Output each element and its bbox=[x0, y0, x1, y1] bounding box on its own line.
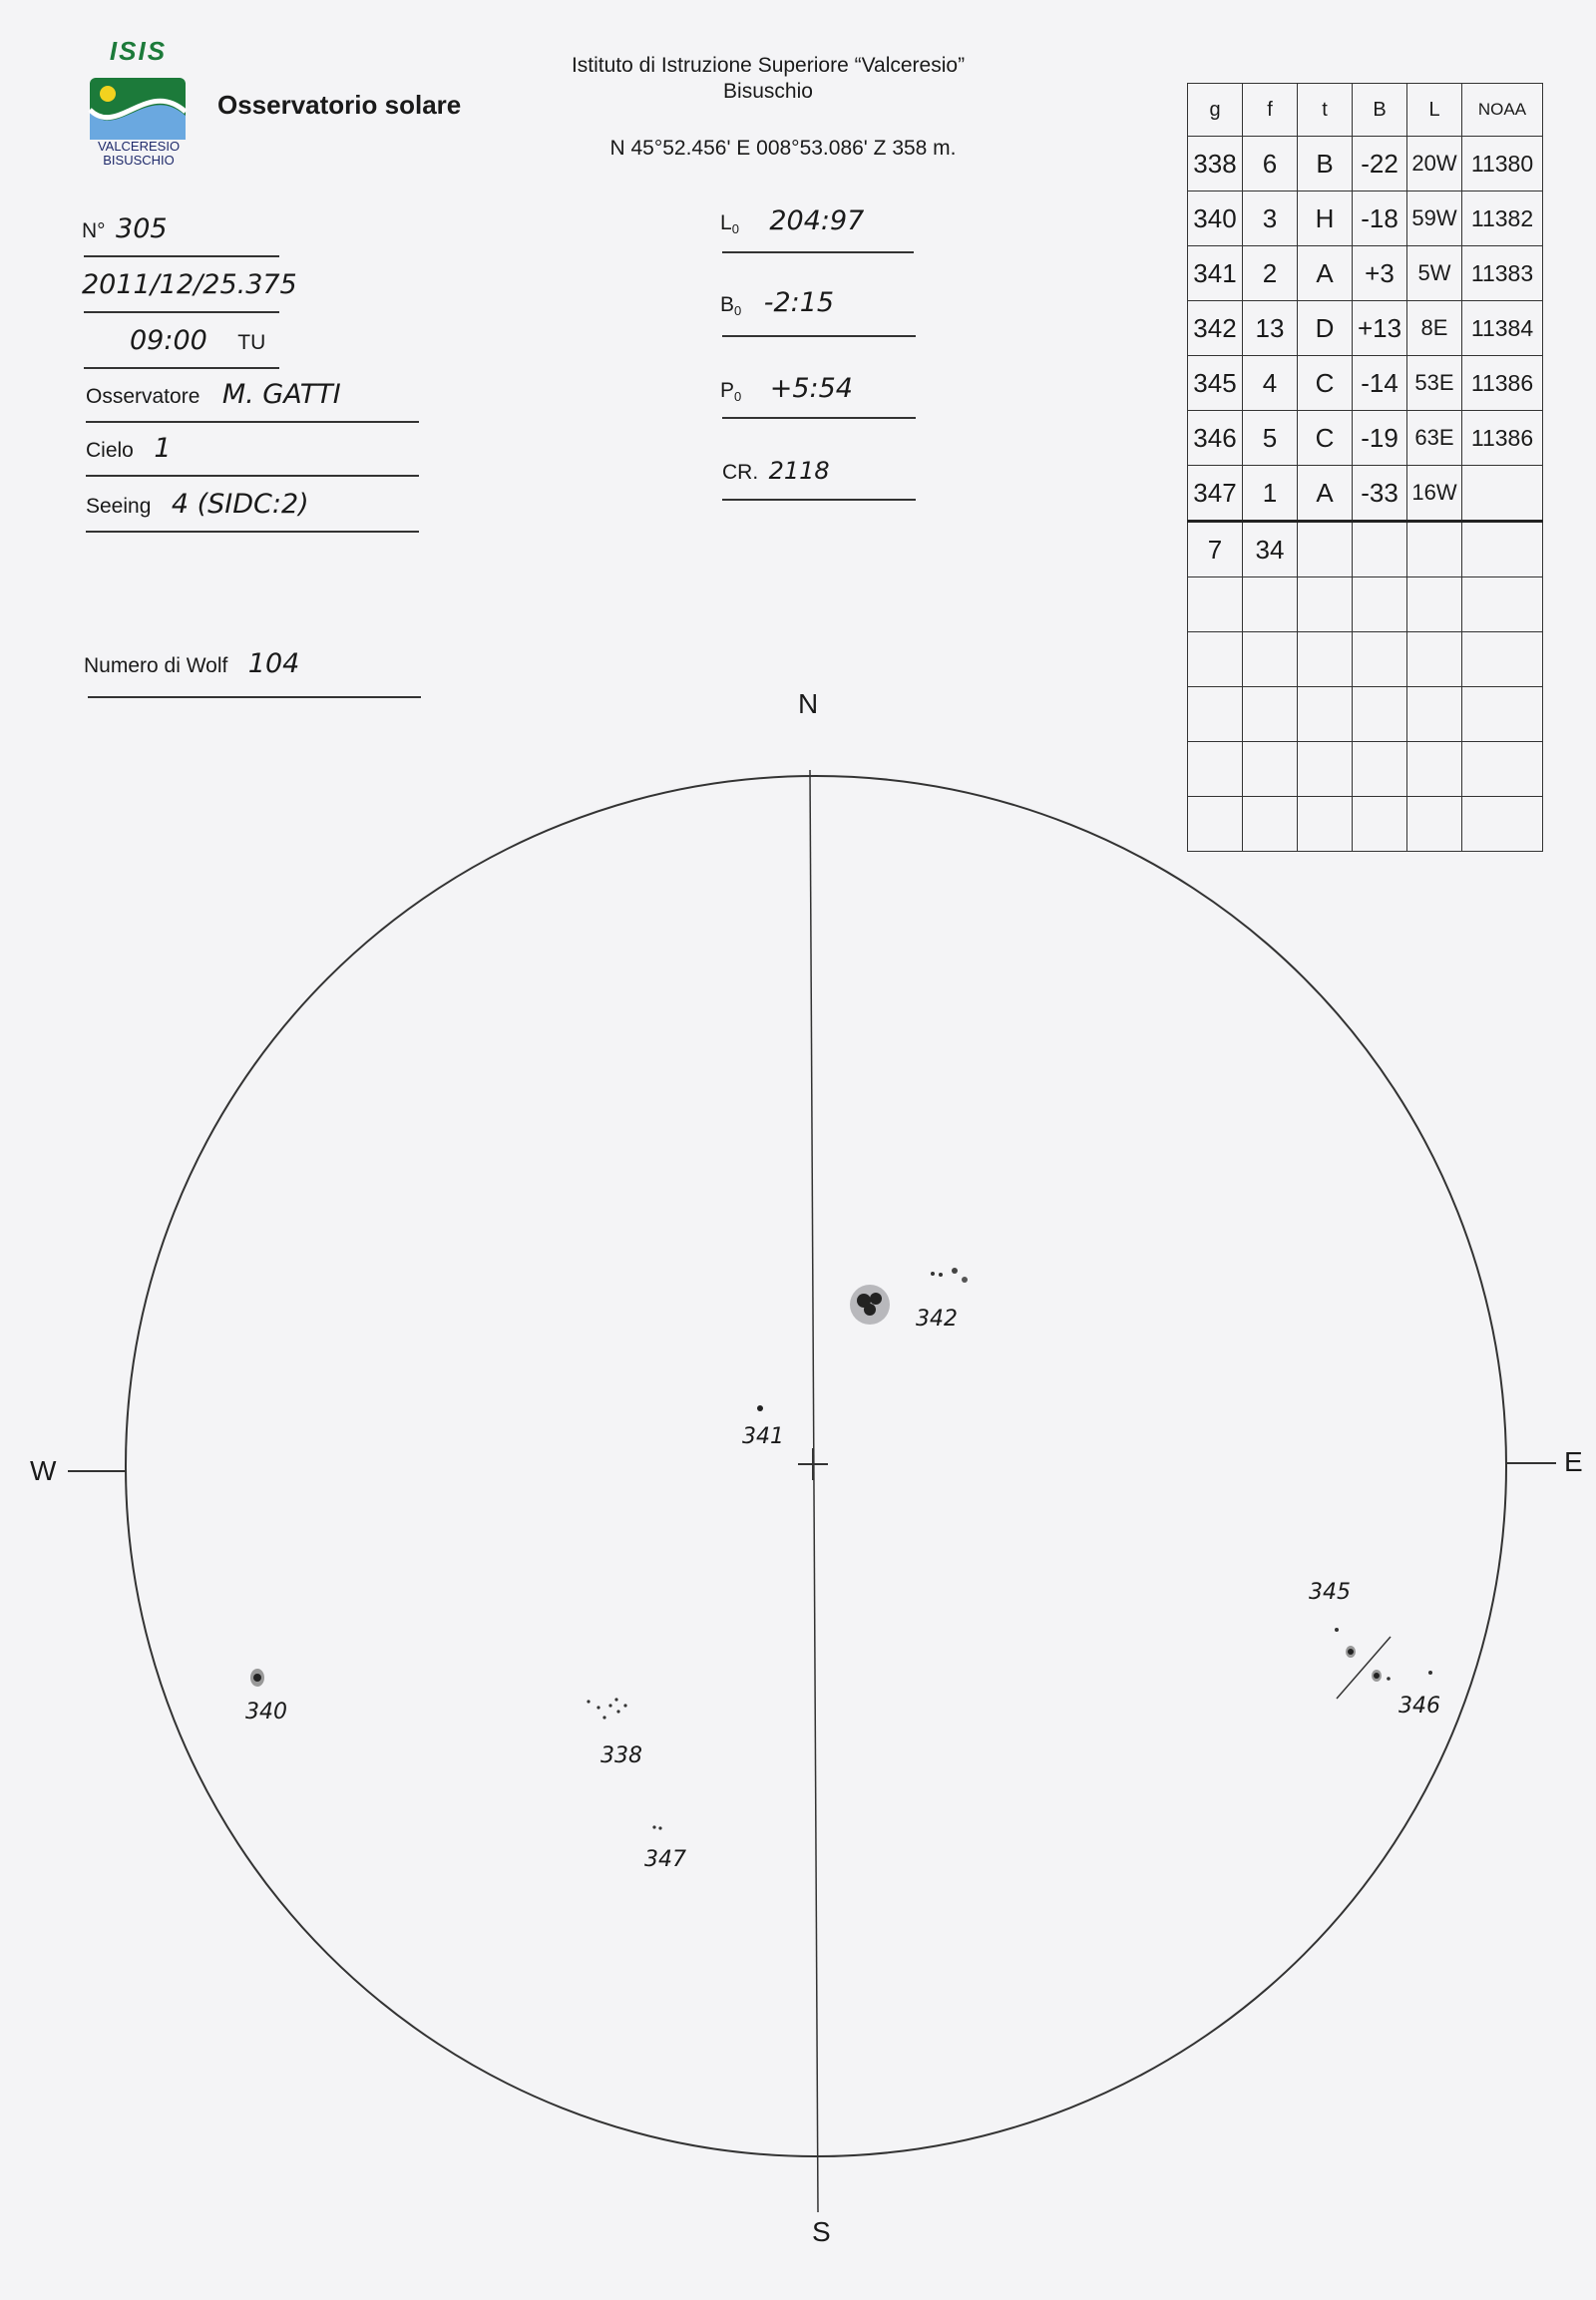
sunspot-group-338 bbox=[587, 1698, 626, 1719]
table-cell: 338 bbox=[1188, 137, 1243, 192]
b0-label: B bbox=[720, 293, 735, 316]
table-cell: 53E bbox=[1407, 356, 1462, 411]
south-label: S bbox=[812, 2216, 831, 2247]
spot-label-345: 345 bbox=[1309, 1580, 1351, 1605]
spot-label-347: 347 bbox=[644, 1847, 686, 1872]
table-cell: 11383 bbox=[1462, 246, 1543, 301]
spot-label-338: 338 bbox=[600, 1743, 642, 1768]
observatory-coordinates: N 45°52.456' E 008°53.086' Z 358 m. bbox=[609, 137, 957, 160]
number-label: N° bbox=[82, 219, 106, 242]
table-cell: 11384 bbox=[1462, 301, 1543, 356]
table-cell: B bbox=[1298, 137, 1353, 192]
table-cell: 20W bbox=[1407, 137, 1462, 192]
logo-subtext-line1: VALCERESIO bbox=[97, 139, 181, 154]
table-cell: H bbox=[1298, 192, 1353, 246]
table-cell: 2 bbox=[1243, 246, 1298, 301]
col-header-b: B bbox=[1353, 84, 1407, 137]
col-header-g: g bbox=[1188, 84, 1243, 137]
spot-label-340: 340 bbox=[245, 1700, 287, 1725]
table-cell: 7 bbox=[1188, 522, 1243, 577]
time-unit: TU bbox=[237, 331, 266, 354]
table-cell: 5 bbox=[1243, 411, 1298, 466]
b0-value: -2:15 bbox=[763, 287, 835, 318]
table-cell: +3 bbox=[1353, 246, 1407, 301]
table-cell: 340 bbox=[1188, 192, 1243, 246]
sunspot-group-340 bbox=[250, 1669, 264, 1687]
table-cell: 34 bbox=[1243, 522, 1298, 577]
table-cell: C bbox=[1298, 356, 1353, 411]
observer-label: Osservatore bbox=[86, 385, 200, 408]
table-cell: 11386 bbox=[1462, 411, 1543, 466]
institute-name: Istituto di Istruzione Superiore “Valceresio” bbox=[571, 54, 966, 77]
sunspot-group-347 bbox=[652, 1825, 661, 1829]
time-value: 09:00 bbox=[130, 325, 207, 356]
p0-value: +5:54 bbox=[769, 373, 853, 404]
wolf-value: 104 bbox=[247, 648, 300, 679]
table-cell: C bbox=[1298, 411, 1353, 466]
cr-label: CR. bbox=[722, 461, 759, 484]
table-cell: D bbox=[1298, 301, 1353, 356]
b0-sub: 0 bbox=[734, 303, 742, 319]
wolf-label: Numero di Wolf bbox=[84, 654, 228, 677]
col-header-t: t bbox=[1298, 84, 1353, 137]
table-cell: -22 bbox=[1353, 137, 1407, 192]
table-cell: -14 bbox=[1353, 356, 1407, 411]
west-label: W bbox=[30, 1455, 57, 1486]
sunspot-group-341 bbox=[757, 1405, 763, 1411]
p0-label: P bbox=[720, 379, 735, 402]
table-cell: -33 bbox=[1353, 466, 1407, 522]
table-cell: 8E bbox=[1407, 301, 1462, 356]
table-cell: 341 bbox=[1188, 246, 1243, 301]
sky-label: Cielo bbox=[86, 439, 134, 462]
table-cell: 347 bbox=[1188, 466, 1243, 522]
table-cell: 1 bbox=[1243, 466, 1298, 522]
table-cell: 11386 bbox=[1462, 356, 1543, 411]
number-value: 305 bbox=[116, 213, 168, 244]
logo-text: ISIS bbox=[109, 36, 168, 66]
logo-subtext-line2: BISUSCHIO bbox=[103, 153, 175, 168]
p0-sub: 0 bbox=[734, 389, 742, 405]
observer-value: M. GATTI bbox=[221, 379, 341, 410]
central-meridian bbox=[810, 770, 818, 2212]
date-value: 2011/12/25.375 bbox=[82, 269, 297, 300]
spot-label-341: 341 bbox=[742, 1424, 784, 1449]
spot-label-342: 342 bbox=[916, 1307, 958, 1332]
north-label: N bbox=[798, 688, 819, 719]
col-header-f: f bbox=[1243, 84, 1298, 137]
table-cell: 63E bbox=[1407, 411, 1462, 466]
l0-label: L bbox=[720, 211, 732, 234]
sunspot-group-346 bbox=[1372, 1670, 1432, 1682]
table-cell: -18 bbox=[1353, 192, 1407, 246]
col-header-l: L bbox=[1407, 84, 1462, 137]
table-cell: 3 bbox=[1243, 192, 1298, 246]
table-cell: 345 bbox=[1188, 356, 1243, 411]
east-label: E bbox=[1564, 1446, 1583, 1477]
sunspot-group-345 bbox=[1335, 1628, 1356, 1658]
table-cell: A bbox=[1298, 466, 1353, 522]
table-cell: 13 bbox=[1243, 301, 1298, 356]
table-cell: 342 bbox=[1188, 301, 1243, 356]
table-cell: 11380 bbox=[1462, 137, 1543, 192]
table-cell: -19 bbox=[1353, 411, 1407, 466]
col-header-noaa: NOAA bbox=[1462, 84, 1543, 137]
institute-town: Bisuschio bbox=[723, 80, 813, 103]
l0-value: 204:97 bbox=[769, 205, 865, 236]
seeing-value: 4 (SIDC:2) bbox=[171, 489, 309, 520]
table-cell: +13 bbox=[1353, 301, 1407, 356]
table-cell: 16W bbox=[1407, 466, 1462, 522]
seeing-label: Seeing bbox=[86, 495, 152, 518]
group-separator-line bbox=[1337, 1637, 1391, 1699]
spot-label-346: 346 bbox=[1398, 1694, 1440, 1719]
table-cell: A bbox=[1298, 246, 1353, 301]
observatory-title: Osservatorio solare bbox=[217, 90, 462, 120]
table-cell: 11382 bbox=[1462, 192, 1543, 246]
table-cell: 59W bbox=[1407, 192, 1462, 246]
cr-value: 2118 bbox=[768, 457, 830, 485]
table-cell: 4 bbox=[1243, 356, 1298, 411]
table-cell: 5W bbox=[1407, 246, 1462, 301]
table-cell: 346 bbox=[1188, 411, 1243, 466]
l0-sub: 0 bbox=[731, 221, 739, 237]
sky-value: 1 bbox=[154, 433, 172, 464]
table-cell: 6 bbox=[1243, 137, 1298, 192]
